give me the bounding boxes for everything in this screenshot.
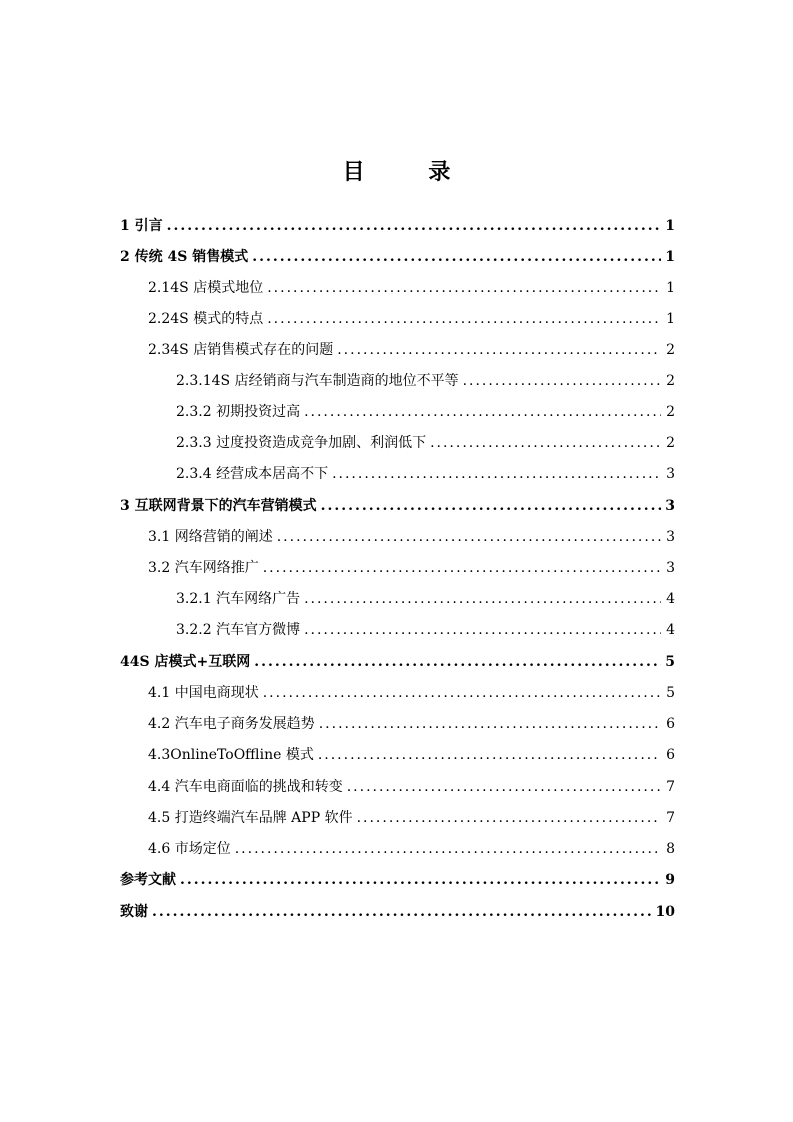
leader-dots (347, 774, 661, 800)
toc-entry-label: 3.2.2 汽车官方微博 (176, 622, 301, 638)
leader-dots (321, 493, 661, 519)
toc-entry-page: 3 (665, 498, 675, 514)
toc-entry-label: 2.3.14S 店经销商与汽车制造商的地位不平等 (176, 373, 459, 389)
toc-entry-page: 6 (666, 716, 675, 732)
toc-entry-page: 5 (666, 685, 675, 701)
toc-entry[interactable] (120, 244, 675, 270)
toc-entry-page: 10 (655, 904, 675, 920)
toc-entry-page: 2 (666, 404, 675, 420)
toc-entry-label: 2.3.3 过度投资造成竞争加剧、利润低下 (176, 435, 427, 451)
toc-entry[interactable] (148, 742, 675, 768)
leader-dots (319, 711, 661, 737)
toc-entry-page: 1 (665, 249, 675, 265)
leader-dots (263, 680, 661, 706)
toc-entry[interactable] (148, 524, 675, 550)
toc-entry[interactable] (120, 493, 675, 519)
toc-entry[interactable] (120, 649, 675, 675)
toc-entry-page: 9 (665, 872, 675, 888)
toc-entry-label: 参考文献 (120, 872, 176, 888)
toc-entry-page: 2 (666, 435, 675, 451)
leader-dots (430, 430, 661, 456)
leader-dots (254, 649, 661, 675)
leader-dots (463, 368, 661, 394)
toc-entry-page: 6 (666, 747, 675, 763)
toc-entry-label: 2 传统 4S 销售模式 (120, 249, 249, 265)
leader-dots (318, 742, 661, 768)
toc-entry[interactable] (120, 213, 675, 239)
toc-entry[interactable] (176, 617, 675, 643)
leader-dots (277, 524, 661, 550)
toc-entry-label: 2.3.2 初期投资过高 (176, 404, 301, 420)
toc-entry-label: 4.2 汽车电子商务发展趋势 (148, 716, 315, 732)
leader-dots (267, 275, 661, 301)
leader-dots (252, 244, 661, 270)
toc-entry-label: 2.34S 店销售模式存在的问题 (148, 342, 334, 358)
toc-entry-page: 7 (666, 810, 675, 826)
toc-entry-label: 4.6 市场定位 (148, 841, 231, 857)
toc-entry[interactable] (120, 867, 675, 893)
toc-entry-page: 4 (666, 591, 675, 607)
toc-entry-page: 3 (666, 466, 675, 482)
toc-entry-page: 8 (666, 841, 675, 857)
toc-entry[interactable] (148, 805, 675, 831)
toc-entry[interactable] (176, 399, 675, 425)
toc-entry[interactable] (148, 306, 675, 332)
toc-entry-label: 3.1 网络营销的阐述 (148, 529, 273, 545)
leader-dots (304, 586, 661, 612)
toc-entry-label: 4.1 中国电商现状 (148, 685, 259, 701)
toc-entry-label: 2.14S 店模式地位 (148, 280, 264, 296)
leader-dots (357, 805, 661, 831)
toc-entry-page: 7 (666, 779, 675, 795)
toc-entry[interactable] (176, 368, 675, 394)
toc-entry[interactable] (148, 774, 675, 800)
toc-entry-page: 3 (666, 529, 675, 545)
toc-entry[interactable] (176, 586, 675, 612)
leader-dots (167, 213, 661, 239)
leader-dots (235, 836, 661, 862)
toc-entry[interactable] (176, 461, 675, 487)
toc-entry-page: 4 (666, 622, 675, 638)
toc-entry-label: 4.5 打造终端汽车品牌 APP 软件 (148, 810, 353, 826)
toc-entry-label: 3.2 汽车网络推广 (148, 560, 259, 576)
toc-entry-page: 2 (666, 373, 675, 389)
toc-entry-page: 5 (665, 654, 675, 670)
leader-dots (304, 399, 661, 425)
leader-dots (152, 899, 652, 925)
toc-entry[interactable] (148, 275, 675, 301)
toc-entry[interactable] (148, 680, 675, 706)
toc-entry[interactable] (176, 430, 675, 456)
toc-entry[interactable] (120, 899, 675, 925)
toc-entry-page: 1 (666, 311, 675, 327)
toc-entry-label: 2.3.4 经营成本居高不下 (176, 466, 329, 482)
toc-entry-label: 致谢 (120, 904, 148, 920)
toc-entry-label: 3 互联网背景下的汽车营销模式 (120, 498, 317, 514)
toc-entry[interactable] (148, 337, 675, 363)
toc-entry-page: 3 (666, 560, 675, 576)
toc-entry-label: 4.4 汽车电商面临的挑战和转变 (148, 779, 343, 795)
leader-dots (304, 617, 661, 643)
toc-entry-label: 3.2.1 汽车网络广告 (176, 591, 301, 607)
toc-entry-page: 2 (666, 342, 675, 358)
toc-entry-page: 1 (665, 218, 675, 234)
leader-dots (180, 867, 661, 893)
toc-entry-label: 44S 店模式+互联网 (120, 654, 251, 670)
toc-title: 目 录 (342, 159, 479, 185)
toc-entry-label: 4.3OnlineToOffline 模式 (148, 747, 314, 763)
toc-entry-page: 1 (666, 280, 675, 296)
toc-entry[interactable] (148, 555, 675, 581)
leader-dots (337, 337, 661, 363)
leader-dots (263, 555, 661, 581)
leader-dots (267, 306, 661, 332)
toc-entry-label: 1 引言 (120, 218, 163, 234)
toc-entry-label: 2.24S 模式的特点 (148, 311, 264, 327)
leader-dots (332, 461, 661, 487)
toc-entry[interactable] (148, 711, 675, 737)
toc-entry[interactable] (148, 836, 675, 862)
